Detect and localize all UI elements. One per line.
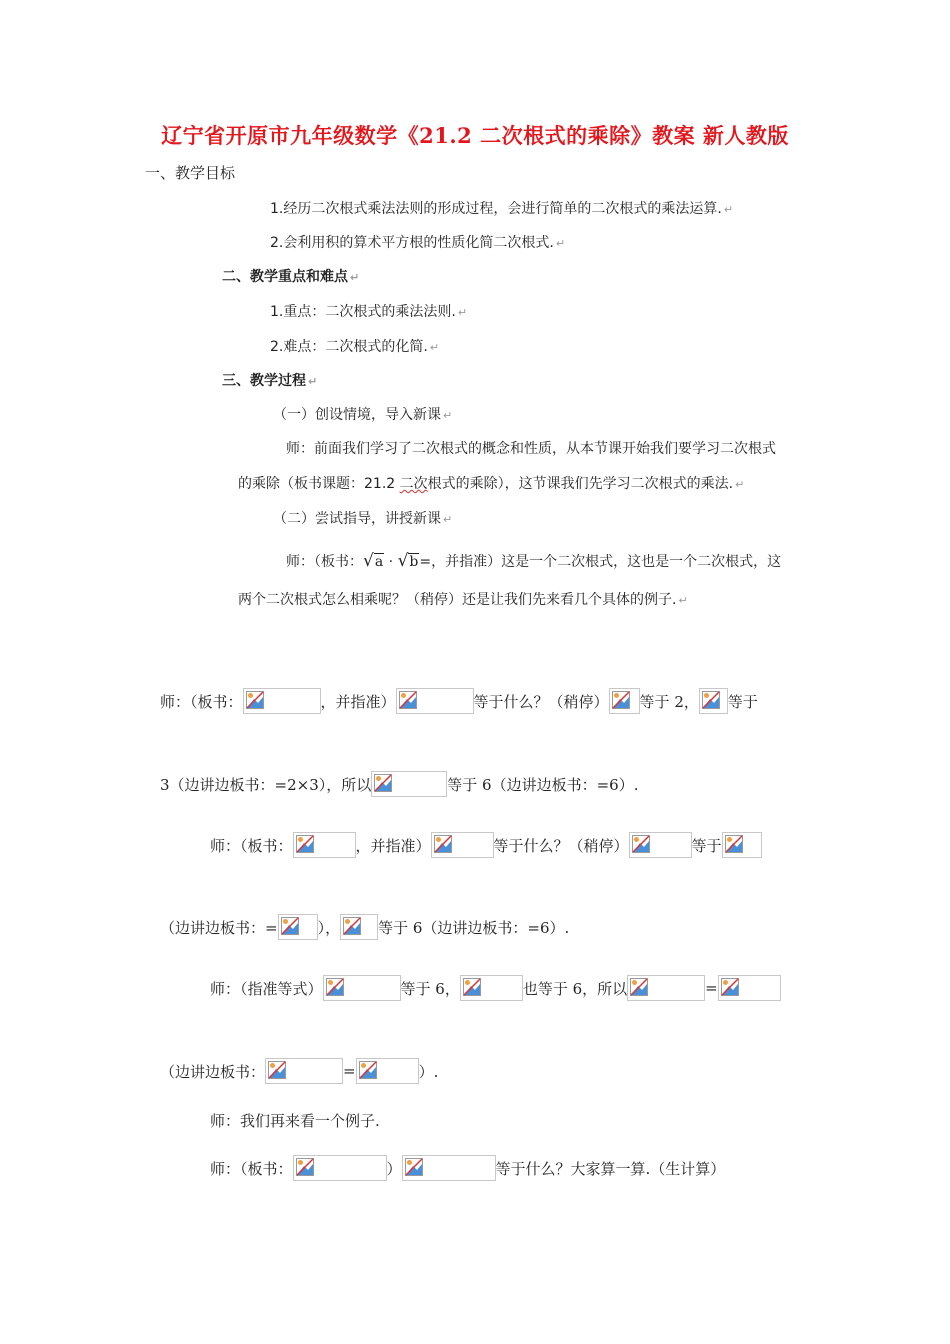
formula-image-placeholder xyxy=(627,975,705,1001)
formula-image-placeholder xyxy=(460,975,523,1001)
broken-image-icon xyxy=(246,691,264,709)
section-heading-objectives: 一、教学目标 xyxy=(145,164,236,182)
key-point-item-2: 2.难点：二次根式的化简. ↵ xyxy=(270,339,440,355)
formula-image-placeholder xyxy=(722,832,762,858)
formula-image-placeholder xyxy=(356,1058,419,1084)
broken-image-icon xyxy=(632,835,650,853)
broken-image-icon xyxy=(434,835,452,853)
formula-image-placeholder xyxy=(609,688,640,714)
broken-image-icon xyxy=(359,1061,377,1079)
broken-image-icon xyxy=(399,691,417,709)
example-line-4: （边讲边板书：= ）， 等于 6（边讲边板书：=6）. xyxy=(160,912,569,942)
broken-image-icon xyxy=(463,978,481,996)
broken-image-icon xyxy=(721,978,739,996)
broken-image-icon xyxy=(296,1158,314,1176)
formula-image-placeholder xyxy=(396,688,474,714)
formula-image-placeholder xyxy=(718,975,781,1001)
section-heading-process: 三、教学过程 ↵ xyxy=(222,373,318,389)
formula-image-placeholder xyxy=(278,914,318,940)
key-point-item-1: 1.重点：二次根式的乘法法则. ↵ xyxy=(270,304,468,320)
broken-image-icon xyxy=(702,691,720,709)
broken-image-icon xyxy=(343,917,361,935)
process-subheading-2: （二）尝试指导，讲授新课 ↵ xyxy=(273,511,453,527)
broken-image-icon xyxy=(296,835,314,853)
formula-image-placeholder xyxy=(431,832,494,858)
formula-image-placeholder xyxy=(293,832,356,858)
example-line-8: 师：（板书： ） 等于什么？大家算一算.（生计算） xyxy=(210,1153,725,1183)
formula-image-placeholder xyxy=(293,1155,387,1181)
process-subheading-1: （一）创设情境，导入新课 ↵ xyxy=(273,407,453,423)
broken-image-icon xyxy=(374,774,392,792)
process-paragraph-1-line-1: 师：前面我们学习了二次根式的概念和性质，从本节课开始我们要学习二次根式 xyxy=(286,441,776,457)
sqrt-b-expression: √b xyxy=(397,551,419,571)
example-line-3: 师：（板书： ，并指准） 等于什么？（稍停） 等于 xyxy=(210,830,762,860)
formula-image-placeholder xyxy=(265,1058,343,1084)
formula-image-placeholder xyxy=(340,914,378,940)
objective-item-2: 2.会利用积的算术平方根的性质化简二次根式. ↵ xyxy=(270,235,566,251)
formula-image-placeholder xyxy=(402,1155,496,1181)
formula-image-placeholder xyxy=(629,832,692,858)
document-title: 辽宁省开原市九年级数学《21.2 二次根式的乘除》教案 新人教版 xyxy=(161,123,789,148)
example-line-2: 3（边讲边板书：=2×3），所以 等于 6（边讲边板书：=6）. xyxy=(160,769,638,799)
formula-image-placeholder xyxy=(371,771,447,797)
example-line-1: 师：（板书： ，并指准） 等于什么？（稍停） 等于 2， 等于 xyxy=(160,686,758,716)
broken-image-icon xyxy=(268,1061,286,1079)
process-paragraph-2-line-2: 两个二次根式怎么相乘呢？（稍停）还是让我们先来看几个具体的例子. ↵ xyxy=(238,592,688,608)
objective-item-1: 1.经历二次根式乘法法则的形成过程，会进行简单的二次根式的乘法运算. ↵ xyxy=(270,201,734,217)
formula-image-placeholder xyxy=(243,688,321,714)
broken-image-icon xyxy=(281,917,299,935)
example-line-6: （边讲边板书： = ）. xyxy=(160,1056,438,1086)
process-paragraph-2-line-1: 师：（板书：√a · √b=，并指准）这是一个二次根式，这也是一个二次根式，这 xyxy=(286,551,782,571)
formula-image-placeholder xyxy=(323,975,401,1001)
formula-image-placeholder xyxy=(699,688,728,714)
broken-image-icon xyxy=(405,1158,423,1176)
broken-image-icon xyxy=(725,835,743,853)
section-heading-key-points: 二、教学重点和难点 ↵ xyxy=(222,269,360,285)
broken-image-icon xyxy=(326,978,344,996)
example-line-7: 师：我们再来看一个例子. xyxy=(210,1111,380,1130)
sqrt-a-expression: √a xyxy=(363,551,384,571)
example-line-5: 师：（指准等式） 等于 6， 也等于 6，所以 = xyxy=(210,973,781,1003)
broken-image-icon xyxy=(612,691,630,709)
process-paragraph-1-line-2: 的乘除（板书课题：21.2 二次根式的乘除），这节课我们先学习二次根式的乘法. ↵ xyxy=(238,476,745,492)
broken-image-icon xyxy=(630,978,648,996)
